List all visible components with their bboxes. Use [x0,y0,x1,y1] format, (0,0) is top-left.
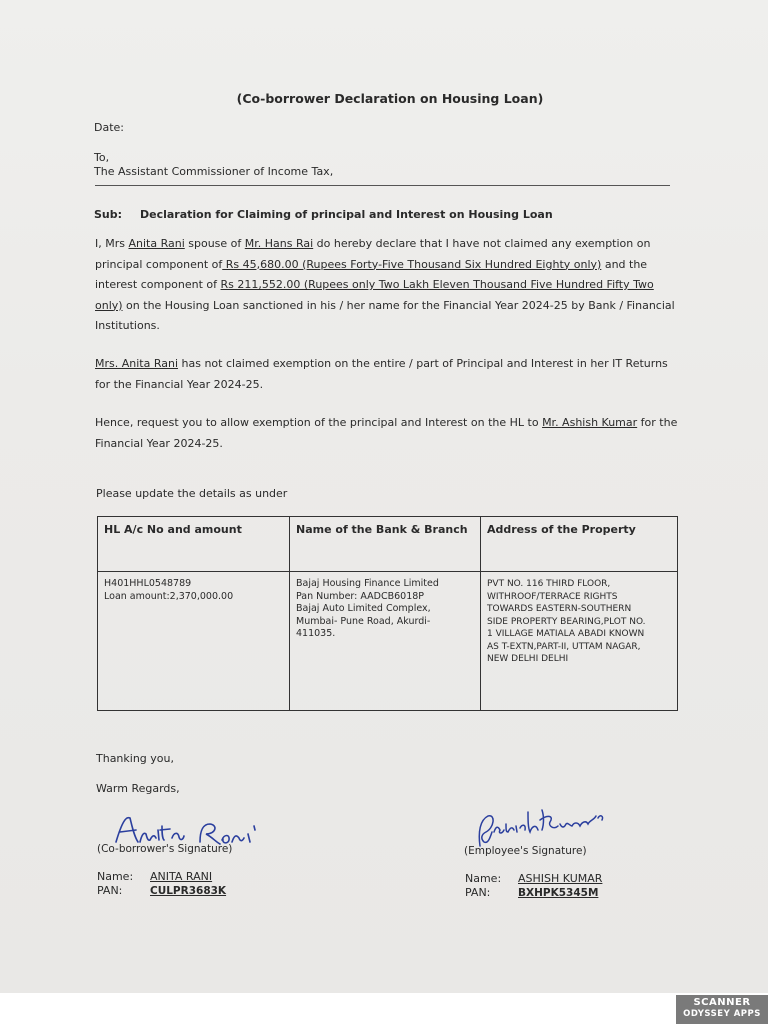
principal-amount: Rs 45,680.00 (Rupees Forty-Five Thousand Six Hundred Eighty only) [222,257,602,271]
thanking-line: Thanking you, [96,752,174,765]
table-row [98,572,678,711]
loan-details-table [97,516,678,711]
para1-text-5: on the Housing Loan sanctioned in his / her name for the Financial Year 2024-25 by Bank / Financial Institutions. [95,298,675,332]
para2-text: has not claimed exemption on the entire / part of Principal and Interest in her IT Returns for the Financial Year 2024-25. [95,357,668,391]
date-label: Date: [94,121,124,134]
bank-line-4: Mumbai- Pune Road, Akurdi- [296,615,431,627]
co-borrower-pan-label: PAN: [97,884,123,897]
header-account: HL A/c No and amount [98,517,290,572]
cell-bank [290,572,481,711]
subject-label: Sub: [94,208,123,221]
para1-text-3: do hereby declare that I have not claimed any exemption on principal component of [95,237,651,271]
regards-line: Warm Regards, [96,782,180,795]
employee-name-inline: Mr. Ashish Kumar [542,416,638,429]
co-borrower-name-label: Name: [97,870,134,883]
para1-text-4: and the interest component of [95,257,648,291]
employee-pan-label: PAN: [465,886,491,899]
para3-text-1: Hence, request you to allow exemption of the principal and Interest on the HL to [95,416,543,429]
spouse-name: Mr. Hans Rai [244,237,314,250]
loan-amount: Loan amount:2,370,000.00 [104,590,234,602]
bank-line-3: Bajaj Auto Limited Complex, [296,603,431,614]
to-label: To, [94,151,110,164]
co-borrower-pan-value: CULPR3683K [150,885,227,897]
scanner-watermark-badge [676,995,768,1024]
footer-strip [0,993,768,1024]
exemption-paragraph [95,354,680,395]
cell-address [481,572,678,711]
divider-line [95,185,670,186]
co-borrower-name-value: ANITA RANI [150,870,213,883]
address-line-3: TOWARDS EASTERN-SOUTHERN [487,604,632,614]
request-paragraph [95,413,680,454]
addressee: The Assistant Commissioner of Income Tax, [94,165,334,178]
update-line: Please update the details as under [96,487,288,500]
bank-line-5: 411035. [296,628,336,639]
address-line-6: AS T-EXTN,PART-II, UTTAM NAGAR, [487,641,641,652]
cell-account [98,572,290,711]
account-number: H401HHL0548789 [104,578,192,589]
employee-signature-caption: (Employee's Signature) [464,845,587,857]
header-bank: Name of the Bank & Branch [290,517,481,572]
bank-line-2: Pan Number: AADCB6018P [296,590,425,602]
para1-text-1: I, Mrs [95,237,129,250]
co-borrower-name: Anita Rani [128,237,185,250]
address-line-7: NEW DELHI DELHI [487,654,569,664]
address-line-1: PVT NO. 116 THIRD FLOOR, [487,579,611,589]
subject-text: Declaration for Claiming of principal and Interest on Housing Loan [140,208,553,221]
para1-text-2: spouse of [184,237,245,250]
employee-name-value: ASHISH KUMAR [518,872,603,885]
header-address: Address of the Property [481,517,678,572]
para3-text-2: for the Financial Year 2024-25. [95,416,678,450]
table-header-row [98,517,678,572]
co-borrower-signature-caption: (Co-borrower's Signature) [97,843,233,855]
employee-name-label: Name: [465,872,502,885]
document-title: (Co-borrower Declaration on Housing Loan) [236,91,544,106]
co-borrower-name-2: Mrs. Anita Rani [95,357,179,370]
watermark-line-1: SCANNER [693,997,751,1008]
interest-amount: Rs 211,552.00 (Rupees only Two Lakh Eleven Thousand Five Hundred Fifty Two only) [95,278,654,312]
watermark-line-2: ODYSSEY APPS [683,1009,761,1019]
declaration-paragraph [95,234,680,337]
address-line-4: SIDE PROPERTY BEARING,PLOT NO. [487,616,646,627]
address-line-5: 1 VILLAGE MATIALA ABADI KNOWN [487,629,645,639]
employee-pan-value: BXHPK5345M [518,887,599,899]
bank-line-1: Bajaj Housing Finance Limited [296,578,439,589]
address-line-2: WITHROOF/TERRACE RIGHTS [487,591,618,602]
